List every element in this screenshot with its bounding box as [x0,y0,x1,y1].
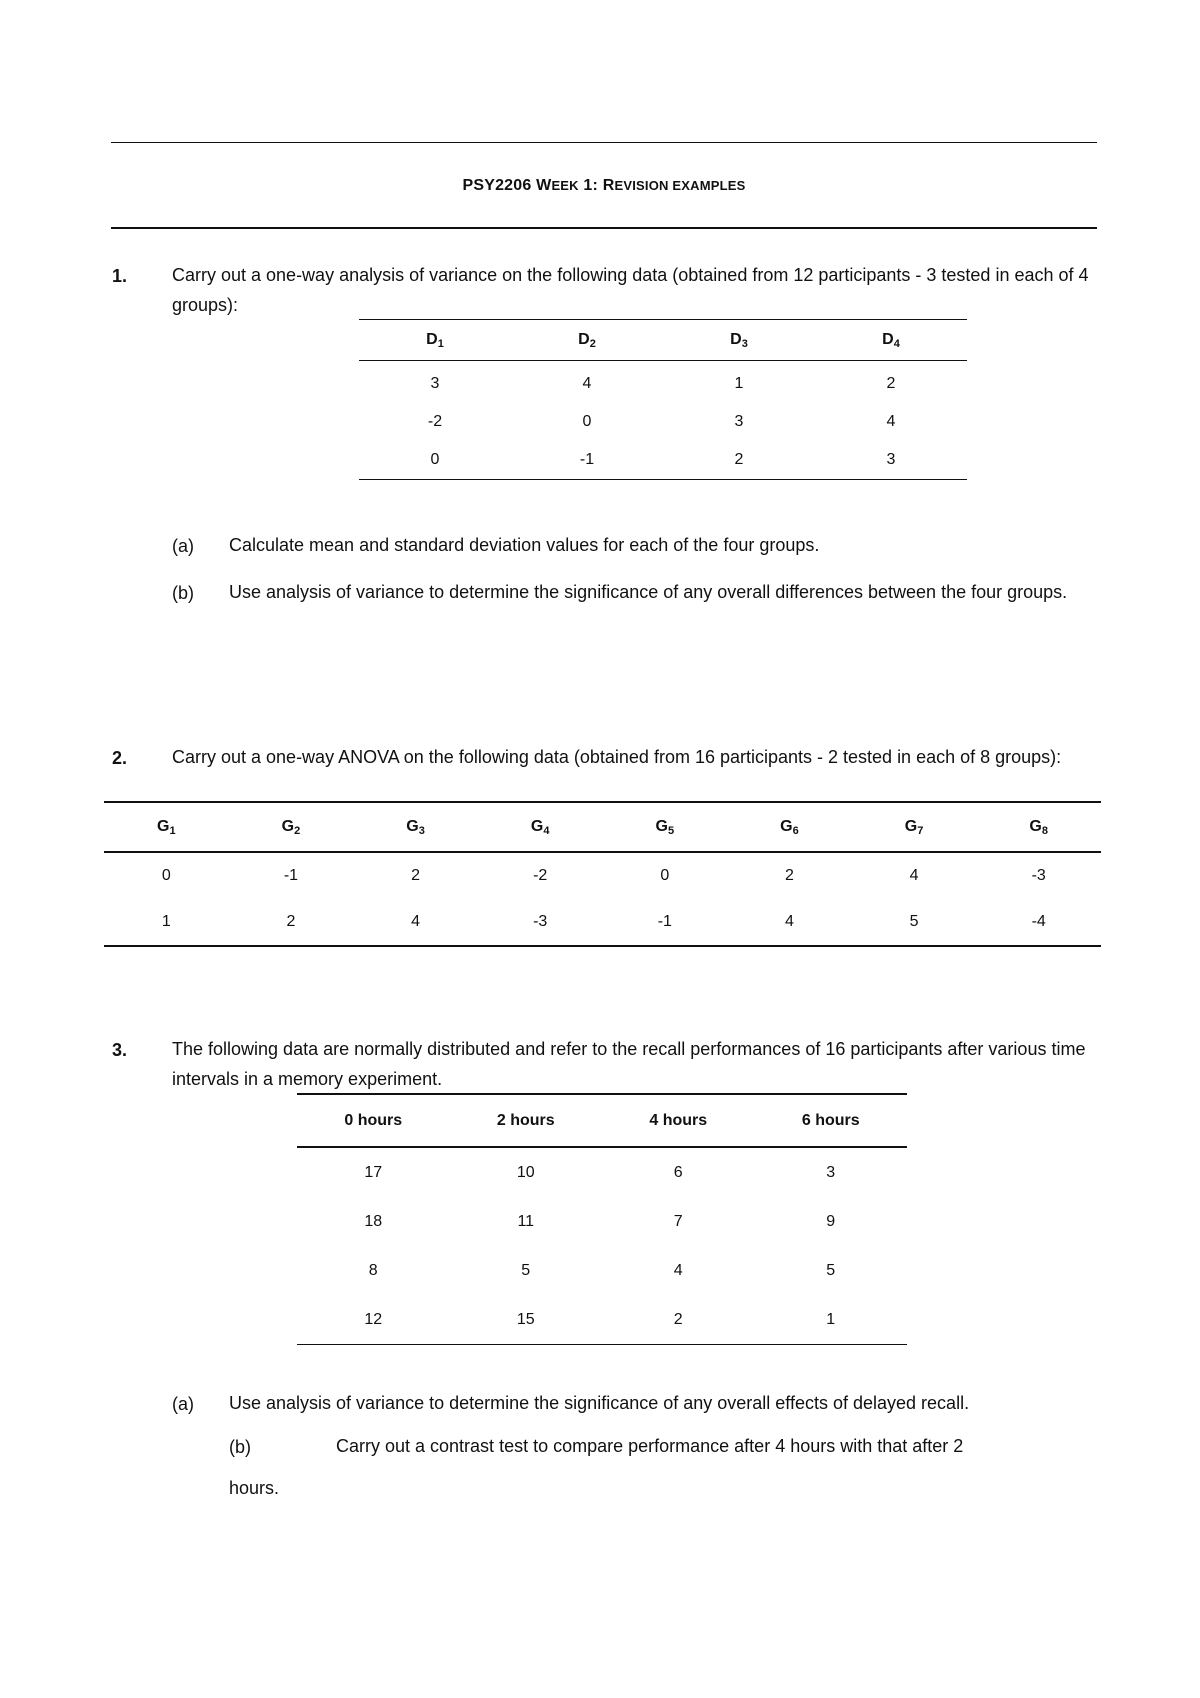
table-row [297,1147,907,1197]
table-row [297,1295,907,1345]
table-row [297,1197,907,1246]
table-cell: 2 [784,867,794,884]
table-cell: 2 [734,451,744,468]
table-cell: 3 [430,375,440,392]
column-header: $G_4$ [478,802,603,852]
table-cell: 11 [517,1212,535,1230]
table-cell: -1 [657,913,672,930]
table-cell: -4 [1031,913,1046,930]
table-cell: -3 [533,913,548,930]
top-rule [111,142,1097,143]
table-cell: -3 [1031,867,1046,884]
table-cell: 2 [411,867,421,884]
question-1-part-b-text: Use analysis of variance to determine the significance of any overall differences between the four groups. [229,582,1068,602]
column-header: $D_3$ [663,320,815,361]
question-1-part-b-label: (b) [172,583,194,603]
table-cell: 3 [826,1163,836,1181]
table-cell: -1 [283,867,299,884]
table-cell: 0 [660,867,670,884]
table-cell: 4 [784,913,794,930]
table-row [104,852,1101,899]
table-cell: -2 [533,867,548,884]
table-cell: 15 [516,1310,535,1328]
table-cell: 4 [673,1261,683,1279]
question-2-table [104,801,1101,947]
question-1-text: Carry out a one-way analysis of variance on the following data (obtained from 12 participants - 3 tested in each of 4 groups): [172,265,1089,315]
question-1-part-a-label: (a) [172,536,194,556]
question-3-part-a-label: (a) [172,1394,194,1414]
table-cell: 12 [364,1310,383,1328]
table-cell: 3 [734,413,744,430]
table-cell: 1 [161,913,171,930]
table-cell: 2 [286,913,296,930]
table-row [359,441,967,480]
table-cell: 4 [886,413,896,430]
table-cell: 4 [909,867,919,884]
table-cell: 7 [673,1212,683,1230]
table-cell: 17 [364,1163,383,1181]
table-cell: 0 [430,451,440,468]
column-header: 6 hours [755,1094,908,1147]
table-cell: 2 [886,375,896,392]
table-cell: 1 [734,375,744,392]
document-title: PSY2206 WEEK 1: REVISION EXAMPLES [462,177,746,194]
table-cell: -1 [579,451,595,468]
question-2-number: 2. [112,748,128,768]
question-3-table [297,1093,907,1345]
table-cell: 4 [582,375,592,392]
column-header: $G_2$ [229,802,354,852]
table-cell: 2 [673,1310,683,1328]
table-cell: -2 [427,413,443,430]
question-3-part-a-text: Use analysis of variance to determine the significance of any overall effects of delayed recall. [229,1393,970,1413]
table-cell: 5 [521,1261,531,1279]
table-row [104,899,1101,946]
table-row [359,361,967,404]
table-cell: 1 [826,1310,836,1328]
column-header: 2 hours [450,1094,603,1147]
table-cell: 0 [582,413,592,430]
table-cell: 4 [411,913,421,930]
column-header: $G_8$ [976,802,1101,852]
table-cell: 8 [368,1261,378,1279]
question-3-part-b-continuation: hours. [229,1478,280,1498]
table-row [297,1246,907,1295]
question-1-table [359,319,967,480]
question-1-number: 1. [112,266,128,286]
question-2-text: Carry out a one-way ANOVA on the following data (obtained from 16 participants - 2 tested in each of 8 groups): [172,747,1062,767]
column-header: 0 hours [297,1094,450,1147]
question-3-text: The following data are normally distributed and refer to the recall performances of 16 participants after various time intervals in a memory experiment. [172,1039,1086,1089]
table-cell: 3 [886,451,896,468]
column-header: $G_6$ [727,802,852,852]
table-cell: 9 [826,1212,836,1230]
column-header: $G_1$ [104,802,229,852]
column-header: $D_2$ [511,320,663,361]
title-bottom-rule [111,227,1097,229]
question-3-number: 3. [112,1040,128,1060]
question-3-part-b-label: (b) [229,1437,251,1457]
table-cell: 5 [826,1261,836,1279]
question-3-part-b-text: Carry out a contrast test to compare performance after 4 hours with that after 2 [336,1436,964,1456]
column-header: $D_1$ [359,320,511,361]
column-header: $G_3$ [353,802,478,852]
table-header-row [297,1094,907,1147]
column-header: 4 hours [602,1094,755,1147]
column-header: $D_4$ [815,320,967,361]
table-cell: 5 [909,913,919,930]
column-header: $G_5$ [603,802,728,852]
table-cell: 6 [673,1163,683,1181]
table-header-row [104,802,1101,852]
table-cell: 18 [364,1212,383,1230]
table-cell: 0 [161,867,171,884]
column-header: $G_7$ [852,802,977,852]
table-header-row [359,320,967,361]
question-1-part-a-text: Calculate mean and standard deviation values for each of the four groups. [229,535,820,555]
table-row [359,403,967,441]
table-cell: 10 [516,1163,535,1181]
